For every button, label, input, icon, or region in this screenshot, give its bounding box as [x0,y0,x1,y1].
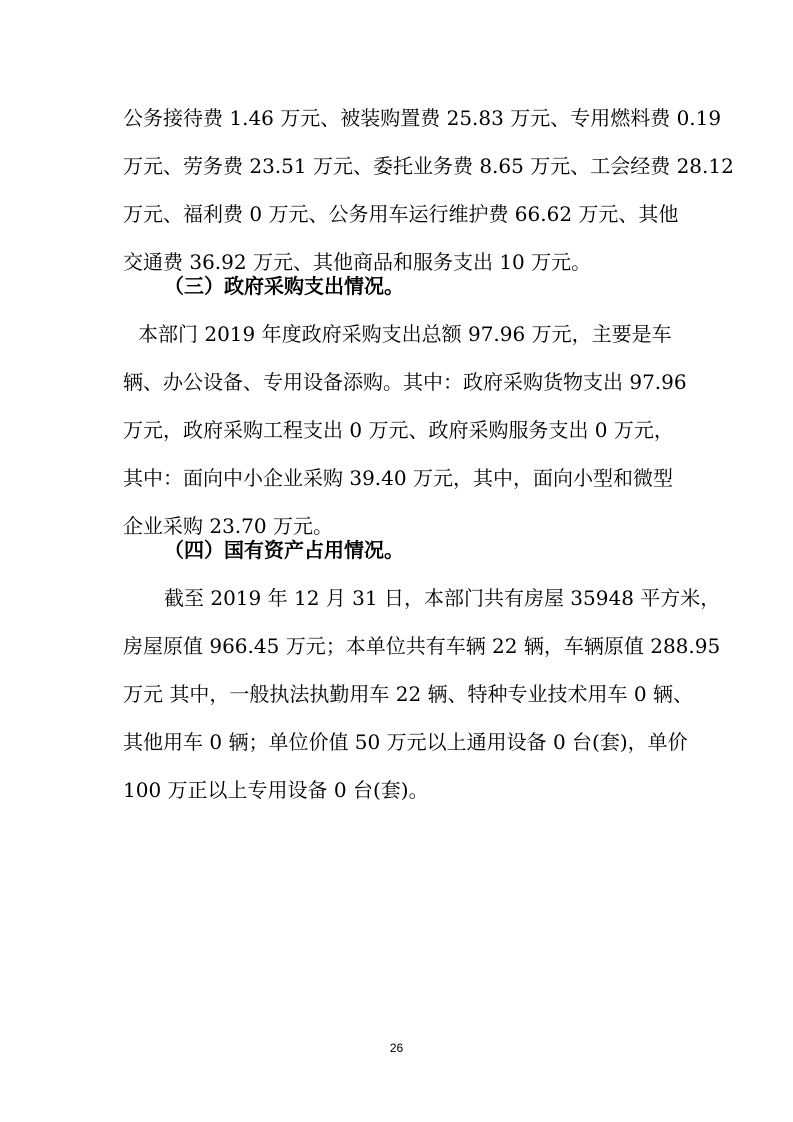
body-text-line: 公务接待费 1.46 万元、被装购置费 25.83 万元、专用燃料费 0.19 [123,106,722,130]
body-text-line: 万元、劳务费 23.51 万元、委托业务费 8.65 万元、工会经费 28.12 [123,154,734,178]
body-text-line: 万元 其中，一般执法执勤用车 22 辆、特种专业技术用车 0 辆、 [123,682,693,706]
body-text-line: 辆、办公设备、专用设备添购。其中：政府采购货物支出 97.96 [123,370,687,394]
body-text-line: 房屋原值 966.45 万元；本单位共有车辆 22 辆，车辆原值 288.95 [123,634,721,658]
body-text-line: 万元、福利费 0 万元、公务用车运行维护费 66.62 万元、其他 [123,202,679,226]
body-text-line: 截至 2019 年 12 月 31 日，本部门共有房屋 35948 平方米， [164,586,721,610]
section-heading-assets: （四）国有资产占用情况。 [164,538,404,562]
body-text-line: 其他用车 0 辆；单位价值 50 万元以上通用设备 0 台(套)，单价 [123,730,688,754]
body-text-line: 100 万正以上专用设备 0 台(套)。 [123,778,429,802]
body-text-line: 企业采购 23.70 万元。 [123,514,333,538]
body-text-line: 其中：面向中小企业采购 39.40 万元，其中，面向小型和微型 [123,466,673,490]
body-text-line: 交通费 36.92 万元、其他商品和服务支出 10 万元。 [123,250,592,274]
section-heading-procurement: （三）政府采购支出情况。 [164,274,404,298]
body-text-line: 万元，政府采购工程支出 0 万元、政府采购服务支出 0 万元， [123,418,674,442]
page-number: 26 [389,1041,404,1055]
body-text-line: 本部门 2019 年度政府采购支出总额 97.96 万元，主要是车 [138,322,672,346]
